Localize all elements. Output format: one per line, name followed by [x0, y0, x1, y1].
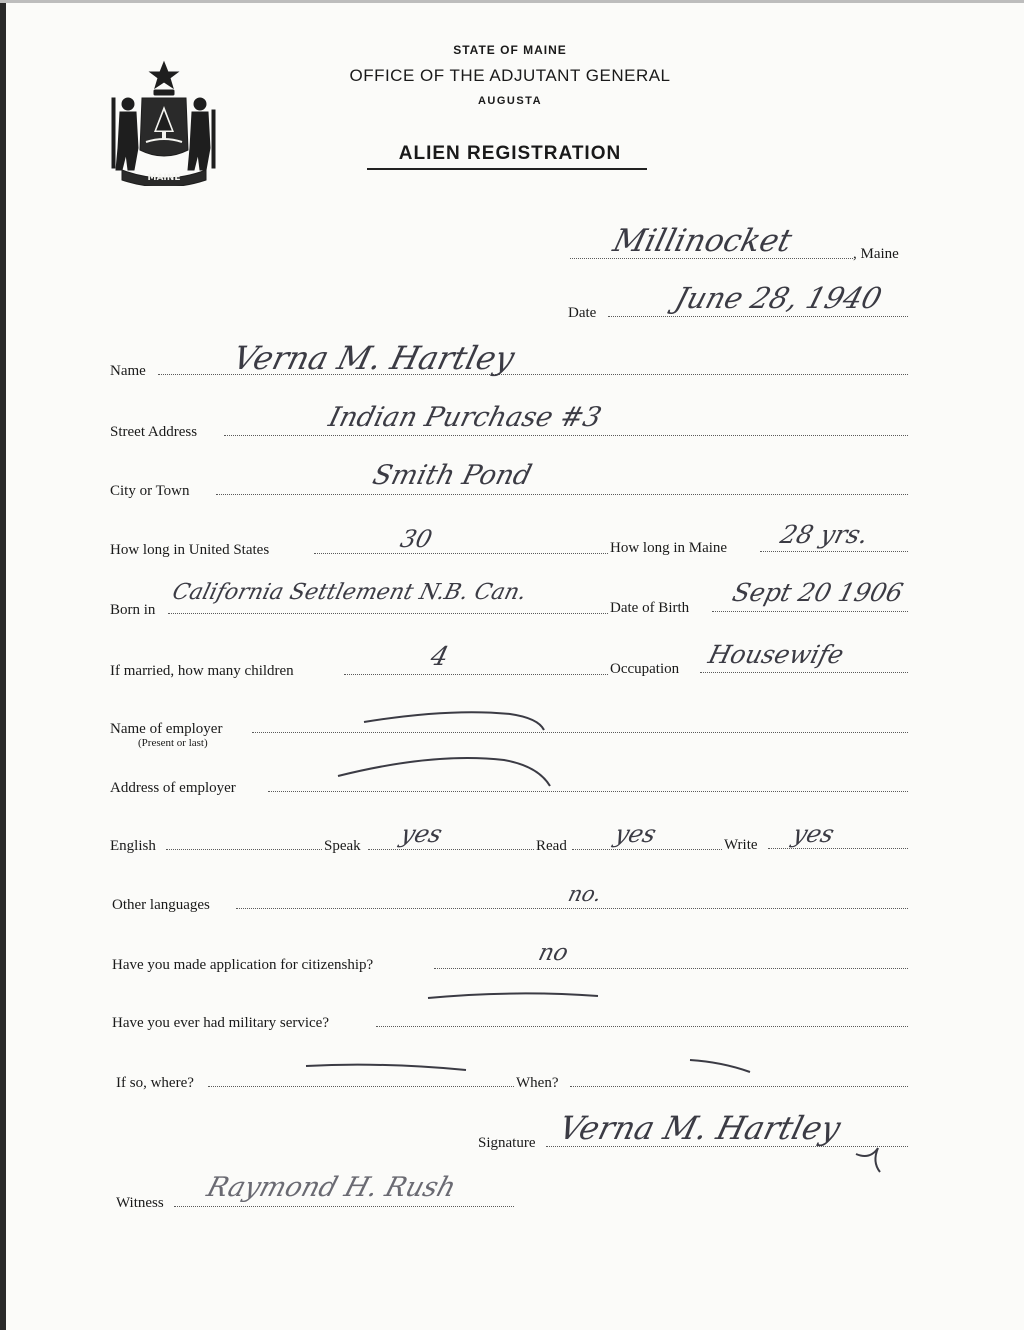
maine-duration-dotted-line	[760, 551, 908, 552]
signature-handwritten: Verna M. Hartley	[555, 1109, 845, 1147]
scan-edge	[0, 0, 6, 1330]
header-city: AUGUSTA	[477, 95, 543, 107]
witness-dotted-line	[174, 1206, 514, 1207]
maine-duration-label: How long in Maine	[610, 540, 728, 556]
street-address-handwritten: Indian Purchase #3	[325, 402, 605, 433]
date-label: Date	[568, 305, 597, 321]
where-label: If so, where?	[116, 1075, 194, 1091]
born-in-handwritten: California Settlement N.B. Can.	[169, 580, 530, 605]
occupation-dotted-line	[700, 672, 908, 673]
date-of-birth-label: Date of Birth	[610, 600, 690, 616]
signature-flourish-mark	[850, 1140, 890, 1176]
name-handwritten: Verna M. Hartley	[229, 339, 519, 377]
employer-name-dotted-line	[252, 732, 908, 733]
military-service-dotted-line	[376, 1026, 908, 1027]
witness-handwritten: Raymond H. Rush	[203, 1172, 460, 1203]
children-handwritten: 4	[427, 642, 452, 672]
speak-dotted-line	[368, 849, 534, 850]
employer-address-dotted-line	[268, 791, 908, 792]
write-dotted-line	[768, 848, 908, 849]
employer-address-dash-mark	[334, 746, 556, 790]
employer-address-label: Address of employer	[110, 780, 236, 796]
form-title: ALIEN REGISTRATION	[398, 143, 622, 164]
speak-label: Speak	[324, 838, 361, 854]
read-handwritten: yes	[611, 820, 660, 848]
city-label: City or Town	[110, 483, 190, 499]
when-dash-mark	[686, 1056, 756, 1076]
read-label: Read	[536, 838, 567, 854]
header-state: STATE OF MAINE	[453, 43, 567, 57]
city-dotted-line	[216, 494, 908, 495]
date-of-birth-dotted-line	[712, 611, 908, 612]
us-duration-handwritten: 30	[397, 525, 436, 553]
title-underline	[367, 168, 647, 170]
employer-name-label: Name of employer	[110, 721, 223, 737]
street-address-dotted-line	[224, 435, 908, 436]
name-label: Name	[110, 363, 146, 379]
header-office: OFFICE OF THE ADJUTANT GENERAL	[349, 66, 671, 85]
citizenship-label: Have you made application for citizenship?	[112, 957, 374, 973]
seal-text: MAINE	[147, 173, 181, 183]
date-handwritten: June 28, 1940	[671, 281, 886, 315]
when-label: When?	[516, 1075, 559, 1091]
scan-edge-top	[0, 0, 1024, 3]
citizenship-handwritten: no	[535, 940, 571, 966]
other-languages-dotted-line	[236, 908, 908, 909]
occupation-label: Occupation	[610, 661, 680, 677]
read-dotted-line	[572, 849, 722, 850]
where-dotted-line	[208, 1086, 514, 1087]
maine-label: , Maine	[853, 246, 899, 262]
occupation-handwritten: Housewife	[705, 640, 847, 669]
where-dash-mark	[302, 1060, 472, 1076]
children-dotted-line	[344, 674, 608, 675]
employer-name-sublabel: (Present or last)	[138, 737, 208, 749]
born-in-label: Born in	[110, 602, 156, 618]
other-languages-handwritten: no.	[565, 882, 605, 906]
employer-name-dash-mark	[360, 704, 550, 734]
city-handwritten: Smith Pond	[369, 460, 535, 491]
military-dash-mark	[424, 988, 604, 1004]
citizenship-dotted-line	[434, 968, 908, 969]
maine-duration-handwritten: 28 yrs.	[777, 520, 872, 549]
us-duration-dotted-line	[314, 553, 608, 554]
maine-state-seal-icon	[108, 58, 220, 186]
street-address-label: Street Address	[110, 424, 198, 440]
when-dotted-line	[570, 1086, 908, 1087]
witness-label: Witness	[116, 1195, 164, 1211]
english-label: English	[110, 838, 156, 854]
born-in-dotted-line	[168, 613, 608, 614]
date-of-birth-handwritten: Sept 20 1906	[729, 578, 907, 607]
english-dotted-line	[166, 849, 322, 850]
other-languages-label: Other languages	[112, 897, 210, 913]
signature-label: Signature	[478, 1135, 536, 1151]
write-handwritten: yes	[789, 820, 838, 848]
write-label: Write	[724, 837, 758, 853]
place-handwritten: Millinocket	[609, 223, 796, 259]
military-service-label: Have you ever had military service?	[112, 1015, 329, 1031]
children-label: If married, how many children	[110, 663, 294, 679]
speak-handwritten: yes	[397, 820, 446, 848]
date-dotted-line	[608, 316, 908, 317]
us-duration-label: How long in United States	[110, 542, 270, 558]
